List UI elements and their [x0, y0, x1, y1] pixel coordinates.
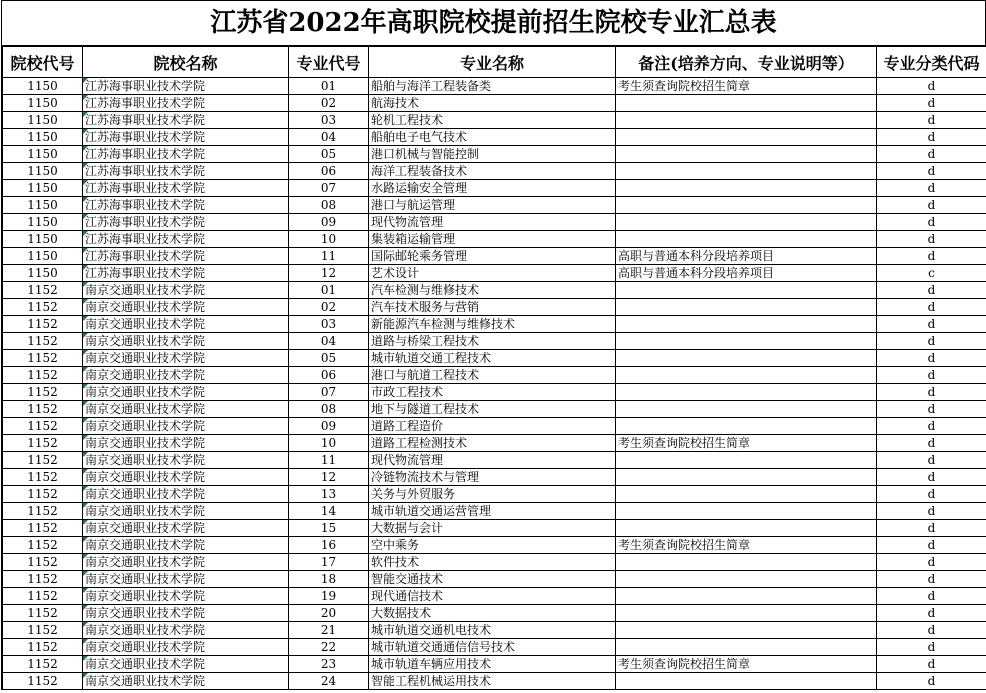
header-category-code[interactable]: 专业分类代码 — [877, 47, 986, 78]
school-name-cell[interactable]: 南京交通职业技术学院 — [83, 469, 289, 486]
major-name-cell[interactable]: 汽车检测与维修技术 — [369, 282, 616, 299]
table-row — [3, 520, 986, 537]
table-row — [3, 214, 986, 231]
major-name-cell[interactable]: 港口与航运管理 — [369, 197, 616, 214]
category-code-cell[interactable]: d — [877, 367, 986, 384]
major-code-cell[interactable]: 24 — [289, 673, 369, 690]
major-name-cell[interactable]: 软件技术 — [369, 554, 616, 571]
remarks-cell[interactable] — [616, 231, 877, 248]
major-name-cell[interactable]: 大数据技术 — [369, 605, 616, 622]
school-name-cell[interactable]: 南京交通职业技术学院 — [83, 656, 289, 673]
table-row — [3, 486, 986, 503]
table-row — [3, 418, 986, 435]
major-name-cell[interactable]: 集装箱运输管理 — [369, 231, 616, 248]
table-row — [3, 112, 986, 129]
major-code-cell[interactable]: 23 — [289, 656, 369, 673]
major-name-cell[interactable]: 港口机械与智能控制 — [369, 146, 616, 163]
school-name-cell[interactable]: 南京交通职业技术学院 — [83, 282, 289, 299]
remarks-cell[interactable]: 考生须查询院校招生简章 — [616, 78, 877, 95]
remarks-cell[interactable] — [616, 163, 877, 180]
major-name-cell[interactable]: 艺术设计 — [369, 265, 616, 282]
major-code-cell[interactable]: 18 — [289, 571, 369, 588]
school-code-cell[interactable]: 1152 — [3, 333, 83, 350]
major-name-cell[interactable]: 空中乘务 — [369, 537, 616, 554]
major-name-cell[interactable]: 道路工程检测技术 — [369, 435, 616, 452]
major-code-cell[interactable]: 06 — [289, 163, 369, 180]
major-code-cell[interactable]: 10 — [289, 435, 369, 452]
major-code-cell[interactable]: 01 — [289, 78, 369, 95]
major-name-cell[interactable]: 船舶电子电气技术 — [369, 129, 616, 146]
table-row — [3, 452, 986, 469]
table-row — [3, 350, 986, 367]
school-code-cell[interactable]: 1150 — [3, 163, 83, 180]
school-name-cell[interactable]: 南京交通职业技术学院 — [83, 639, 289, 656]
major-code-cell[interactable]: 07 — [289, 384, 369, 401]
school-name-cell[interactable]: 南京交通职业技术学院 — [83, 486, 289, 503]
table-row — [3, 605, 986, 622]
school-code-cell[interactable]: 1150 — [3, 214, 83, 231]
table-row — [3, 282, 986, 299]
school-name-cell[interactable]: 南京交通职业技术学院 — [83, 418, 289, 435]
data-table — [2, 46, 986, 690]
major-code-cell[interactable]: 08 — [289, 401, 369, 418]
category-code-cell[interactable]: d — [877, 95, 986, 112]
school-name-cell[interactable]: 南京交通职业技术学院 — [83, 503, 289, 520]
school-code-cell[interactable]: 1150 — [3, 78, 83, 95]
major-code-cell[interactable]: 08 — [289, 197, 369, 214]
table-row — [3, 316, 986, 333]
major-code-cell[interactable]: 20 — [289, 605, 369, 622]
school-code-cell[interactable]: 1150 — [3, 112, 83, 129]
major-name-cell[interactable]: 城市轨道交通运营管理 — [369, 503, 616, 520]
table-row — [3, 129, 986, 146]
category-code-cell[interactable]: d — [877, 333, 986, 350]
table-row — [3, 622, 986, 639]
category-code-cell[interactable]: d — [877, 452, 986, 469]
category-code-cell[interactable]: d — [877, 639, 986, 656]
header-school-name[interactable]: 院校名称 — [83, 47, 289, 78]
school-code-cell[interactable]: 1152 — [3, 554, 83, 571]
major-name-cell[interactable]: 航海技术 — [369, 95, 616, 112]
school-code-cell[interactable]: 1150 — [3, 265, 83, 282]
major-name-cell[interactable]: 新能源汽车检测与维修技术 — [369, 316, 616, 333]
major-name-cell[interactable]: 城市轨道交通通信信号技术 — [369, 639, 616, 656]
category-code-cell[interactable]: d — [877, 129, 986, 146]
major-code-cell[interactable]: 04 — [289, 129, 369, 146]
major-code-cell[interactable]: 05 — [289, 146, 369, 163]
major-code-cell[interactable]: 17 — [289, 554, 369, 571]
major-code-cell[interactable]: 02 — [289, 299, 369, 316]
school-code-cell[interactable]: 1152 — [3, 673, 83, 690]
category-code-cell[interactable]: d — [877, 435, 986, 452]
table-row — [3, 554, 986, 571]
header-major-name[interactable]: 专业名称 — [369, 47, 616, 78]
category-code-cell[interactable]: d — [877, 571, 986, 588]
category-code-cell[interactable]: d — [877, 78, 986, 95]
school-name-cell[interactable]: 南京交通职业技术学院 — [83, 588, 289, 605]
remarks-cell[interactable] — [616, 486, 877, 503]
school-name-cell[interactable]: 南京交通职业技术学院 — [83, 316, 289, 333]
remarks-cell[interactable] — [616, 129, 877, 146]
school-name-cell[interactable]: 南京交通职业技术学院 — [83, 571, 289, 588]
school-code-cell[interactable]: 1152 — [3, 282, 83, 299]
major-name-cell[interactable]: 市政工程技术 — [369, 384, 616, 401]
major-code-cell[interactable]: 14 — [289, 503, 369, 520]
school-name-cell[interactable]: 南京交通职业技术学院 — [83, 622, 289, 639]
remarks-cell[interactable] — [616, 452, 877, 469]
remarks-cell[interactable] — [616, 571, 877, 588]
category-code-cell[interactable]: d — [877, 214, 986, 231]
header-school-code[interactable]: 院校代号 — [3, 47, 83, 78]
school-code-cell[interactable]: 1152 — [3, 350, 83, 367]
school-code-cell[interactable]: 1152 — [3, 299, 83, 316]
school-code-cell[interactable]: 1152 — [3, 639, 83, 656]
school-code-cell[interactable]: 1150 — [3, 231, 83, 248]
table-row — [3, 656, 986, 673]
school-code-cell[interactable]: 1152 — [3, 435, 83, 452]
school-name-cell[interactable]: 江苏海事职业技术学院 — [83, 95, 289, 112]
school-name-cell[interactable]: 南京交通职业技术学院 — [83, 333, 289, 350]
major-code-cell[interactable]: 09 — [289, 214, 369, 231]
category-code-cell[interactable]: d — [877, 180, 986, 197]
major-code-cell[interactable]: 22 — [289, 639, 369, 656]
major-name-cell[interactable]: 现代通信技术 — [369, 588, 616, 605]
category-code-cell[interactable]: d — [877, 384, 986, 401]
school-name-cell[interactable]: 南京交通职业技术学院 — [83, 367, 289, 384]
school-code-cell[interactable]: 1152 — [3, 622, 83, 639]
school-name-cell[interactable]: 南京交通职业技术学院 — [83, 537, 289, 554]
remarks-cell[interactable]: 考生须查询院校招生简章 — [616, 656, 877, 673]
major-name-cell[interactable]: 水路运输安全管理 — [369, 180, 616, 197]
major-code-cell[interactable]: 11 — [289, 452, 369, 469]
spreadsheet — [1, 0, 986, 690]
major-name-cell[interactable]: 道路与桥梁工程技术 — [369, 333, 616, 350]
table-row — [3, 367, 986, 384]
remarks-cell[interactable] — [616, 367, 877, 384]
remarks-cell[interactable]: 考生须查询院校招生简章 — [616, 435, 877, 452]
school-code-cell[interactable]: 1152 — [3, 452, 83, 469]
school-code-cell[interactable]: 1152 — [3, 520, 83, 537]
major-code-cell[interactable]: 05 — [289, 350, 369, 367]
table-row — [3, 146, 986, 163]
major-name-cell[interactable]: 地下与隧道工程技术 — [369, 401, 616, 418]
school-name-cell[interactable]: 南京交通职业技术学院 — [83, 452, 289, 469]
major-code-cell[interactable]: 15 — [289, 520, 369, 537]
major-name-cell[interactable]: 道路工程造价 — [369, 418, 616, 435]
school-code-cell[interactable]: 1152 — [3, 401, 83, 418]
major-code-cell[interactable]: 13 — [289, 486, 369, 503]
header-major-code[interactable]: 专业代号 — [289, 47, 369, 78]
school-name-cell[interactable]: 南京交通职业技术学院 — [83, 299, 289, 316]
table-row — [3, 180, 986, 197]
category-code-cell[interactable]: d — [877, 248, 986, 265]
major-name-cell[interactable]: 海洋工程装备技术 — [369, 163, 616, 180]
table-row — [3, 435, 986, 452]
remarks-cell[interactable] — [616, 282, 877, 299]
table-row — [3, 503, 986, 520]
major-name-cell[interactable]: 船舶与海洋工程装备类 — [369, 78, 616, 95]
school-code-cell[interactable]: 1152 — [3, 469, 83, 486]
remarks-cell[interactable] — [616, 95, 877, 112]
category-code-cell[interactable]: d — [877, 282, 986, 299]
remarks-cell[interactable] — [616, 605, 877, 622]
category-code-cell[interactable]: d — [877, 605, 986, 622]
major-code-cell[interactable]: 04 — [289, 333, 369, 350]
header-remarks[interactable]: 备注(培养方向、专业说明等） — [616, 47, 877, 78]
category-code-cell[interactable]: d — [877, 537, 986, 554]
category-code-cell[interactable]: d — [877, 299, 986, 316]
school-code-cell[interactable]: 1150 — [3, 146, 83, 163]
school-name-cell[interactable]: 江苏海事职业技术学院 — [83, 197, 289, 214]
school-code-cell[interactable]: 1152 — [3, 418, 83, 435]
table-body — [3, 78, 986, 690]
school-name-cell[interactable]: 南京交通职业技术学院 — [83, 605, 289, 622]
category-code-cell[interactable]: d — [877, 146, 986, 163]
remarks-cell[interactable] — [616, 197, 877, 214]
school-code-cell[interactable]: 1152 — [3, 316, 83, 333]
category-code-cell[interactable]: d — [877, 350, 986, 367]
remarks-cell[interactable] — [616, 588, 877, 605]
major-name-cell[interactable]: 现代物流管理 — [369, 452, 616, 469]
major-name-cell[interactable]: 城市轨道车辆应用技术 — [369, 656, 616, 673]
major-code-cell[interactable]: 09 — [289, 418, 369, 435]
school-code-cell[interactable]: 1150 — [3, 129, 83, 146]
category-code-cell[interactable]: d — [877, 401, 986, 418]
school-code-cell[interactable]: 1152 — [3, 588, 83, 605]
school-name-cell[interactable]: 江苏海事职业技术学院 — [83, 163, 289, 180]
category-code-cell[interactable]: d — [877, 486, 986, 503]
remarks-cell[interactable]: 考生须查询院校招生简章 — [616, 537, 877, 554]
school-code-cell[interactable]: 1152 — [3, 605, 83, 622]
remarks-cell[interactable] — [616, 418, 877, 435]
major-code-cell[interactable]: 21 — [289, 622, 369, 639]
school-code-cell[interactable]: 1152 — [3, 486, 83, 503]
category-code-cell[interactable]: d — [877, 588, 986, 605]
table-row — [3, 588, 986, 605]
school-code-cell[interactable]: 1150 — [3, 248, 83, 265]
category-code-cell[interactable]: d — [877, 418, 986, 435]
table-row — [3, 333, 986, 350]
school-name-cell[interactable]: 南京交通职业技术学院 — [83, 554, 289, 571]
table-row — [3, 163, 986, 180]
school-name-cell[interactable]: 江苏海事职业技术学院 — [83, 129, 289, 146]
school-name-cell[interactable]: 南京交通职业技术学院 — [83, 401, 289, 418]
category-code-cell[interactable]: d — [877, 163, 986, 180]
table-row — [3, 401, 986, 418]
school-name-cell[interactable]: 江苏海事职业技术学院 — [83, 112, 289, 129]
category-code-cell[interactable]: d — [877, 520, 986, 537]
major-name-cell[interactable]: 关务与外贸服务 — [369, 486, 616, 503]
remarks-cell[interactable] — [616, 112, 877, 129]
table-row — [3, 384, 986, 401]
major-name-cell[interactable]: 冷链物流技术与管理 — [369, 469, 616, 486]
school-code-cell[interactable]: 1150 — [3, 95, 83, 112]
category-code-cell[interactable]: d — [877, 673, 986, 690]
remarks-cell[interactable] — [616, 503, 877, 520]
school-code-cell[interactable]: 1152 — [3, 384, 83, 401]
school-name-cell[interactable]: 江苏海事职业技术学院 — [83, 180, 289, 197]
major-code-cell[interactable]: 16 — [289, 537, 369, 554]
table-row — [3, 673, 986, 690]
category-code-cell[interactable]: d — [877, 469, 986, 486]
remarks-cell[interactable] — [616, 350, 877, 367]
table-row — [3, 469, 986, 486]
header-row — [3, 47, 986, 78]
major-code-cell[interactable]: 01 — [289, 282, 369, 299]
school-name-cell[interactable]: 江苏海事职业技术学院 — [83, 248, 289, 265]
school-name-cell[interactable]: 江苏海事职业技术学院 — [83, 231, 289, 248]
school-name-cell[interactable]: 江苏海事职业技术学院 — [83, 146, 289, 163]
major-name-cell[interactable]: 国际邮轮乘务管理 — [369, 248, 616, 265]
table-row — [3, 95, 986, 112]
remarks-cell[interactable] — [616, 146, 877, 163]
remarks-cell[interactable]: 高职与普通本科分段培养项目 — [616, 248, 877, 265]
category-code-cell[interactable]: d — [877, 112, 986, 129]
major-code-cell[interactable]: 12 — [289, 469, 369, 486]
major-name-cell[interactable]: 智能工程机械运用技术 — [369, 673, 616, 690]
table-row — [3, 639, 986, 656]
school-code-cell[interactable]: 1152 — [3, 503, 83, 520]
major-code-cell[interactable]: 07 — [289, 180, 369, 197]
remarks-cell[interactable] — [616, 316, 877, 333]
school-name-cell[interactable]: 江苏海事职业技术学院 — [83, 214, 289, 231]
table-row — [3, 197, 986, 214]
category-code-cell[interactable]: d — [877, 503, 986, 520]
major-code-cell[interactable]: 10 — [289, 231, 369, 248]
category-code-cell[interactable]: d — [877, 316, 986, 333]
category-code-cell[interactable]: d — [877, 554, 986, 571]
table-row — [3, 78, 986, 95]
major-name-cell[interactable]: 轮机工程技术 — [369, 112, 616, 129]
remarks-cell[interactable] — [616, 180, 877, 197]
remarks-cell[interactable] — [616, 554, 877, 571]
major-name-cell[interactable]: 智能交通技术 — [369, 571, 616, 588]
major-name-cell[interactable]: 大数据与会计 — [369, 520, 616, 537]
table-row — [3, 265, 986, 282]
category-code-cell[interactable]: c — [877, 265, 986, 282]
school-name-cell[interactable]: 江苏海事职业技术学院 — [83, 265, 289, 282]
school-code-cell[interactable]: 1152 — [3, 367, 83, 384]
school-code-cell[interactable]: 1150 — [3, 180, 83, 197]
major-code-cell[interactable]: 06 — [289, 367, 369, 384]
table-row — [3, 248, 986, 265]
remarks-cell[interactable] — [616, 639, 877, 656]
table-row — [3, 231, 986, 248]
remarks-cell[interactable] — [616, 401, 877, 418]
remarks-cell[interactable] — [616, 384, 877, 401]
school-name-cell[interactable]: 南京交通职业技术学院 — [83, 520, 289, 537]
major-name-cell[interactable]: 汽车技术服务与营销 — [369, 299, 616, 316]
category-code-cell[interactable]: d — [877, 656, 986, 673]
sheet-title: 江苏省2022年高职院校提前招生院校专业汇总表 — [2, 1, 986, 46]
school-name-cell[interactable]: 南京交通职业技术学院 — [83, 673, 289, 690]
category-code-cell[interactable]: d — [877, 197, 986, 214]
remarks-cell[interactable] — [616, 333, 877, 350]
major-code-cell[interactable]: 11 — [289, 248, 369, 265]
remarks-cell[interactable] — [616, 673, 877, 690]
major-code-cell[interactable]: 03 — [289, 112, 369, 129]
major-name-cell[interactable]: 城市轨道交通工程技术 — [369, 350, 616, 367]
table-row — [3, 571, 986, 588]
remarks-cell[interactable] — [616, 214, 877, 231]
table-row — [3, 537, 986, 554]
remarks-cell[interactable]: 高职与普通本科分段培养项目 — [616, 265, 877, 282]
remarks-cell[interactable] — [616, 622, 877, 639]
school-code-cell[interactable]: 1152 — [3, 656, 83, 673]
major-code-cell[interactable]: 12 — [289, 265, 369, 282]
school-name-cell[interactable]: 南京交通职业技术学院 — [83, 384, 289, 401]
major-code-cell[interactable]: 19 — [289, 588, 369, 605]
school-code-cell[interactable]: 1152 — [3, 537, 83, 554]
category-code-cell[interactable]: d — [877, 231, 986, 248]
school-code-cell[interactable]: 1150 — [3, 197, 83, 214]
major-name-cell[interactable]: 港口与航道工程技术 — [369, 367, 616, 384]
table-row — [3, 299, 986, 316]
school-name-cell[interactable]: 江苏海事职业技术学院 — [83, 78, 289, 95]
category-code-cell[interactable]: d — [877, 622, 986, 639]
remarks-cell[interactable] — [616, 469, 877, 486]
major-name-cell[interactable]: 现代物流管理 — [369, 214, 616, 231]
remarks-cell[interactable] — [616, 299, 877, 316]
school-name-cell[interactable]: 南京交通职业技术学院 — [83, 435, 289, 452]
major-name-cell[interactable]: 城市轨道交通机电技术 — [369, 622, 616, 639]
school-code-cell[interactable]: 1152 — [3, 571, 83, 588]
school-name-cell[interactable]: 南京交通职业技术学院 — [83, 350, 289, 367]
remarks-cell[interactable] — [616, 520, 877, 537]
major-code-cell[interactable]: 03 — [289, 316, 369, 333]
major-code-cell[interactable]: 02 — [289, 95, 369, 112]
